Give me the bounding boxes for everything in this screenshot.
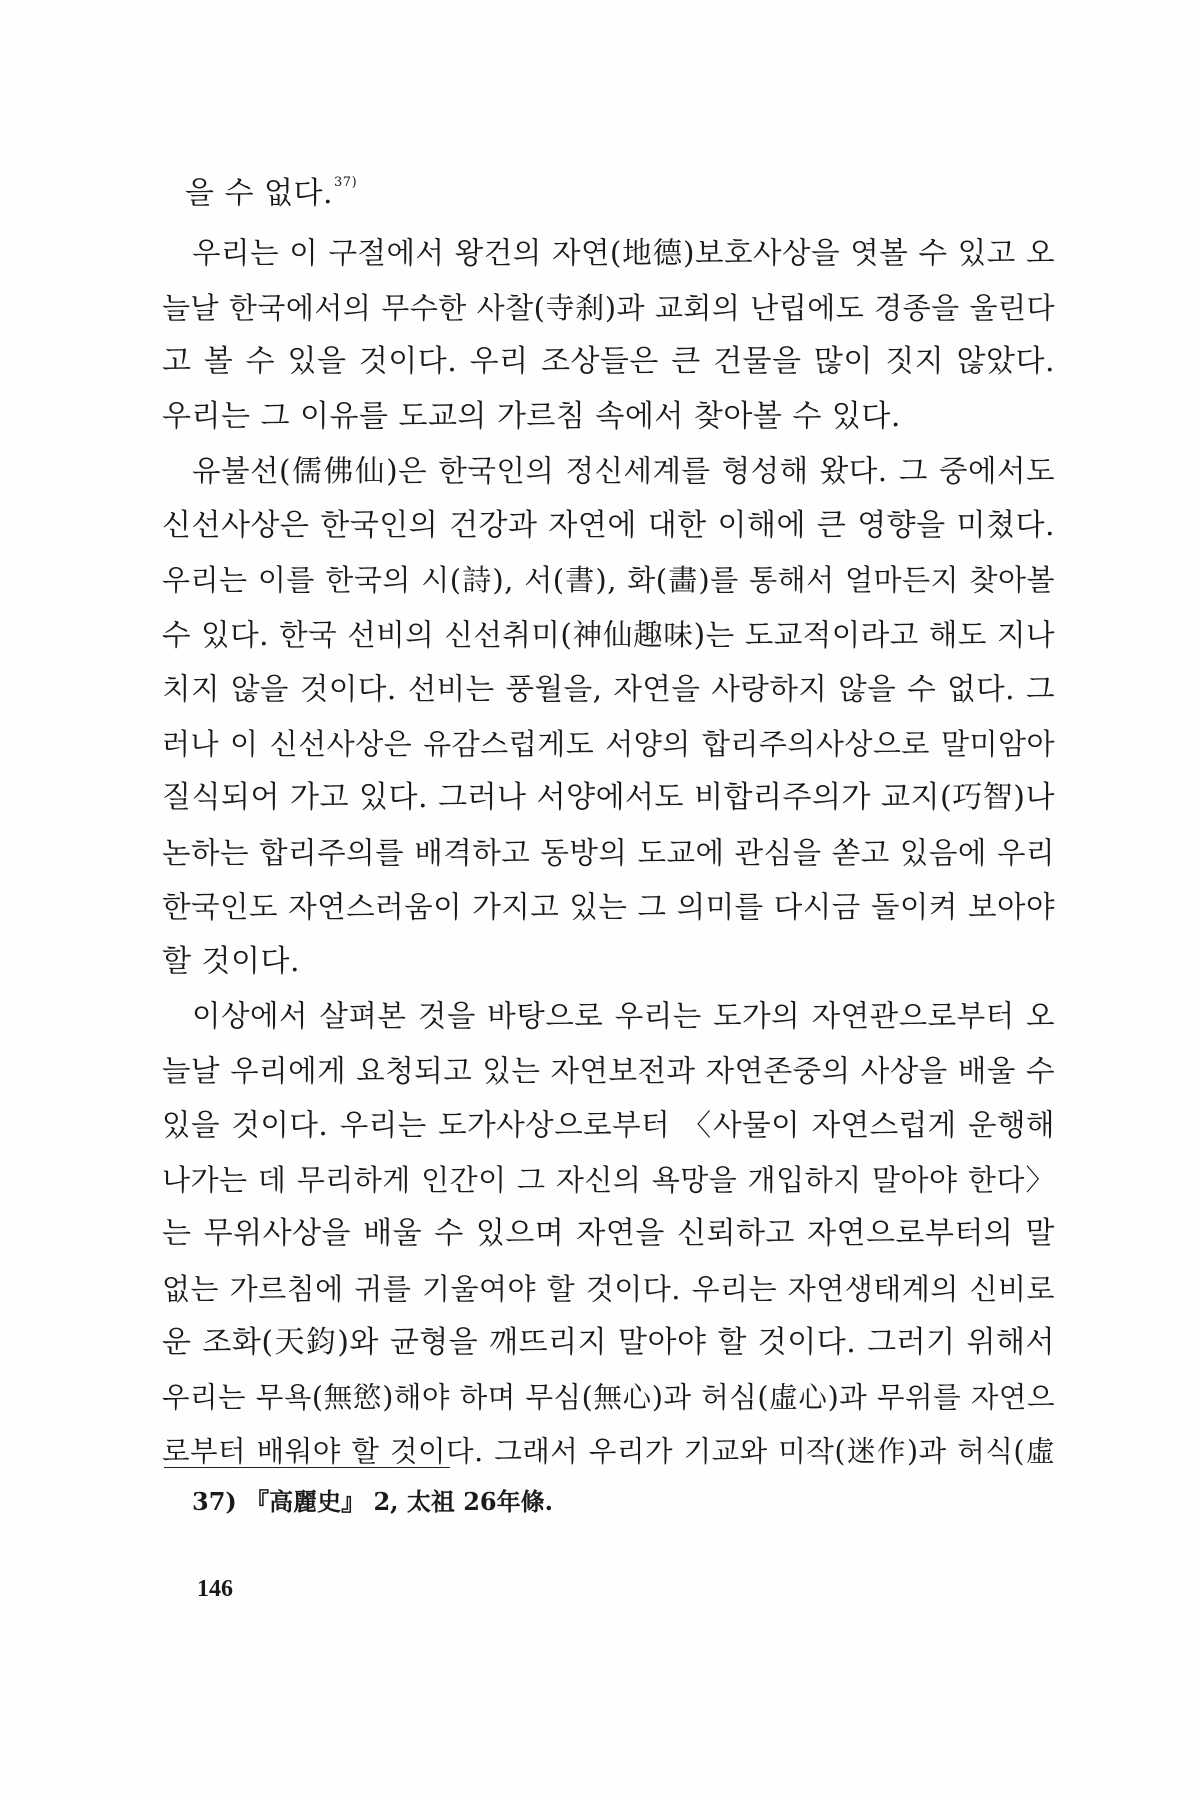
footnote: 37) 『高麗史』 2, 太祖 26年條. — [192, 1487, 553, 1516]
text-line: 고 볼 수 있을 것이다. 우리 조상들은 큰 건물을 많이 짓지 않았다. — [162, 344, 1055, 379]
text-line: 수 있다. 한국 선비의 신선취미(神仙趣味)는 도교적이라고 해도 지나 — [162, 617, 1055, 652]
page-number: 146 — [197, 1576, 233, 1602]
paragraph-2 — [162, 444, 1055, 989]
text-line: 우리는 이 구절에서 왕건의 자연(地德)보호사상을 엿볼 수 있고 오 — [192, 236, 1055, 270]
text-line: 운 조화(天鈞)와 균형을 깨뜨리지 말아야 할 것이다. 그러기 위해서 — [162, 1325, 1055, 1360]
text-line: 없는 가르침에 귀를 기울여야 할 것이다. 우리는 자연생태계의 신비로 — [162, 1271, 1055, 1306]
text-line: 우리는 그 이유를 도교의 가르침 속에서 찾아볼 수 있다. — [162, 398, 901, 434]
footnote-reference: 37) — [334, 175, 358, 190]
text-line: 로부터 배워야 할 것이다. 그래서 우리가 기교와 미작(迷作)과 허식(虛 — [162, 1435, 1055, 1468]
text-line: 할 것이다. — [162, 943, 300, 979]
text-line: 나가는 데 무리하게 인간이 그 자신의 욕망을 개입하지 말아야 한다〉 — [162, 1162, 1055, 1197]
text-line: 우리는 이를 한국의 시(詩), 서(書), 화(畵)를 통해서 얼마든지 찾아볼 — [162, 563, 1055, 597]
text-line: 이상에서 살펴본 것을 바탕으로 우리는 도가의 자연관으로부터 오 — [192, 999, 1055, 1033]
text-line: 신선사상은 한국인의 건강과 자연에 대한 이해에 큰 영향을 미쳤다. — [162, 507, 1055, 543]
text-line: 질식되어 가고 있다. 그러나 서양에서도 비합리주의가 교지(巧智)나 — [162, 780, 1055, 815]
continuation-text: 을 수 없다. — [185, 176, 334, 211]
continuation-line — [185, 162, 357, 221]
paragraph-1 — [162, 226, 1055, 444]
footnote-divider — [164, 1467, 450, 1468]
text-line: 논하는 합리주의를 배격하고 동방의 도교에 관심을 쏟고 있음에 우리 — [162, 835, 1055, 870]
text-line: 우리는 무욕(無慾)해야 하며 무심(無心)과 허심(虛心)과 무위를 자연으 — [162, 1380, 1055, 1414]
text-line: 있을 것이다. 우리는 도가사상으로부터 〈사물이 자연스럽게 운행해 — [162, 1108, 1055, 1142]
text-line: 한국인도 자연스러움이 가지고 있는 그 의미를 다시금 돌이켜 보아야 — [162, 890, 1055, 924]
text-line: 늘날 우리에게 요청되고 있는 자연보전과 자연존중의 사상을 배울 수 — [162, 1053, 1055, 1088]
text-line: 는 무위사상을 배울 수 있으며 자연을 신뢰하고 자연으로부터의 말 — [162, 1216, 1055, 1251]
paragraph-3 — [162, 989, 1055, 1480]
text-line: 러나 이 신선사상은 유감스럽게도 서양의 합리주의사상으로 말미암아 — [162, 726, 1055, 761]
text-line: 유불선(儒佛仙)은 한국인의 정신세계를 형성해 왔다. 그 중에서도 — [192, 454, 1055, 488]
text-line: 치지 않을 것이다. 선비는 풍월을, 자연을 사랑하지 않을 수 없다. 그 — [162, 672, 1055, 706]
text-line: 늘날 한국에서의 무수한 사찰(寺刹)과 교회의 난립에도 경종을 울린다 — [162, 290, 1055, 325]
